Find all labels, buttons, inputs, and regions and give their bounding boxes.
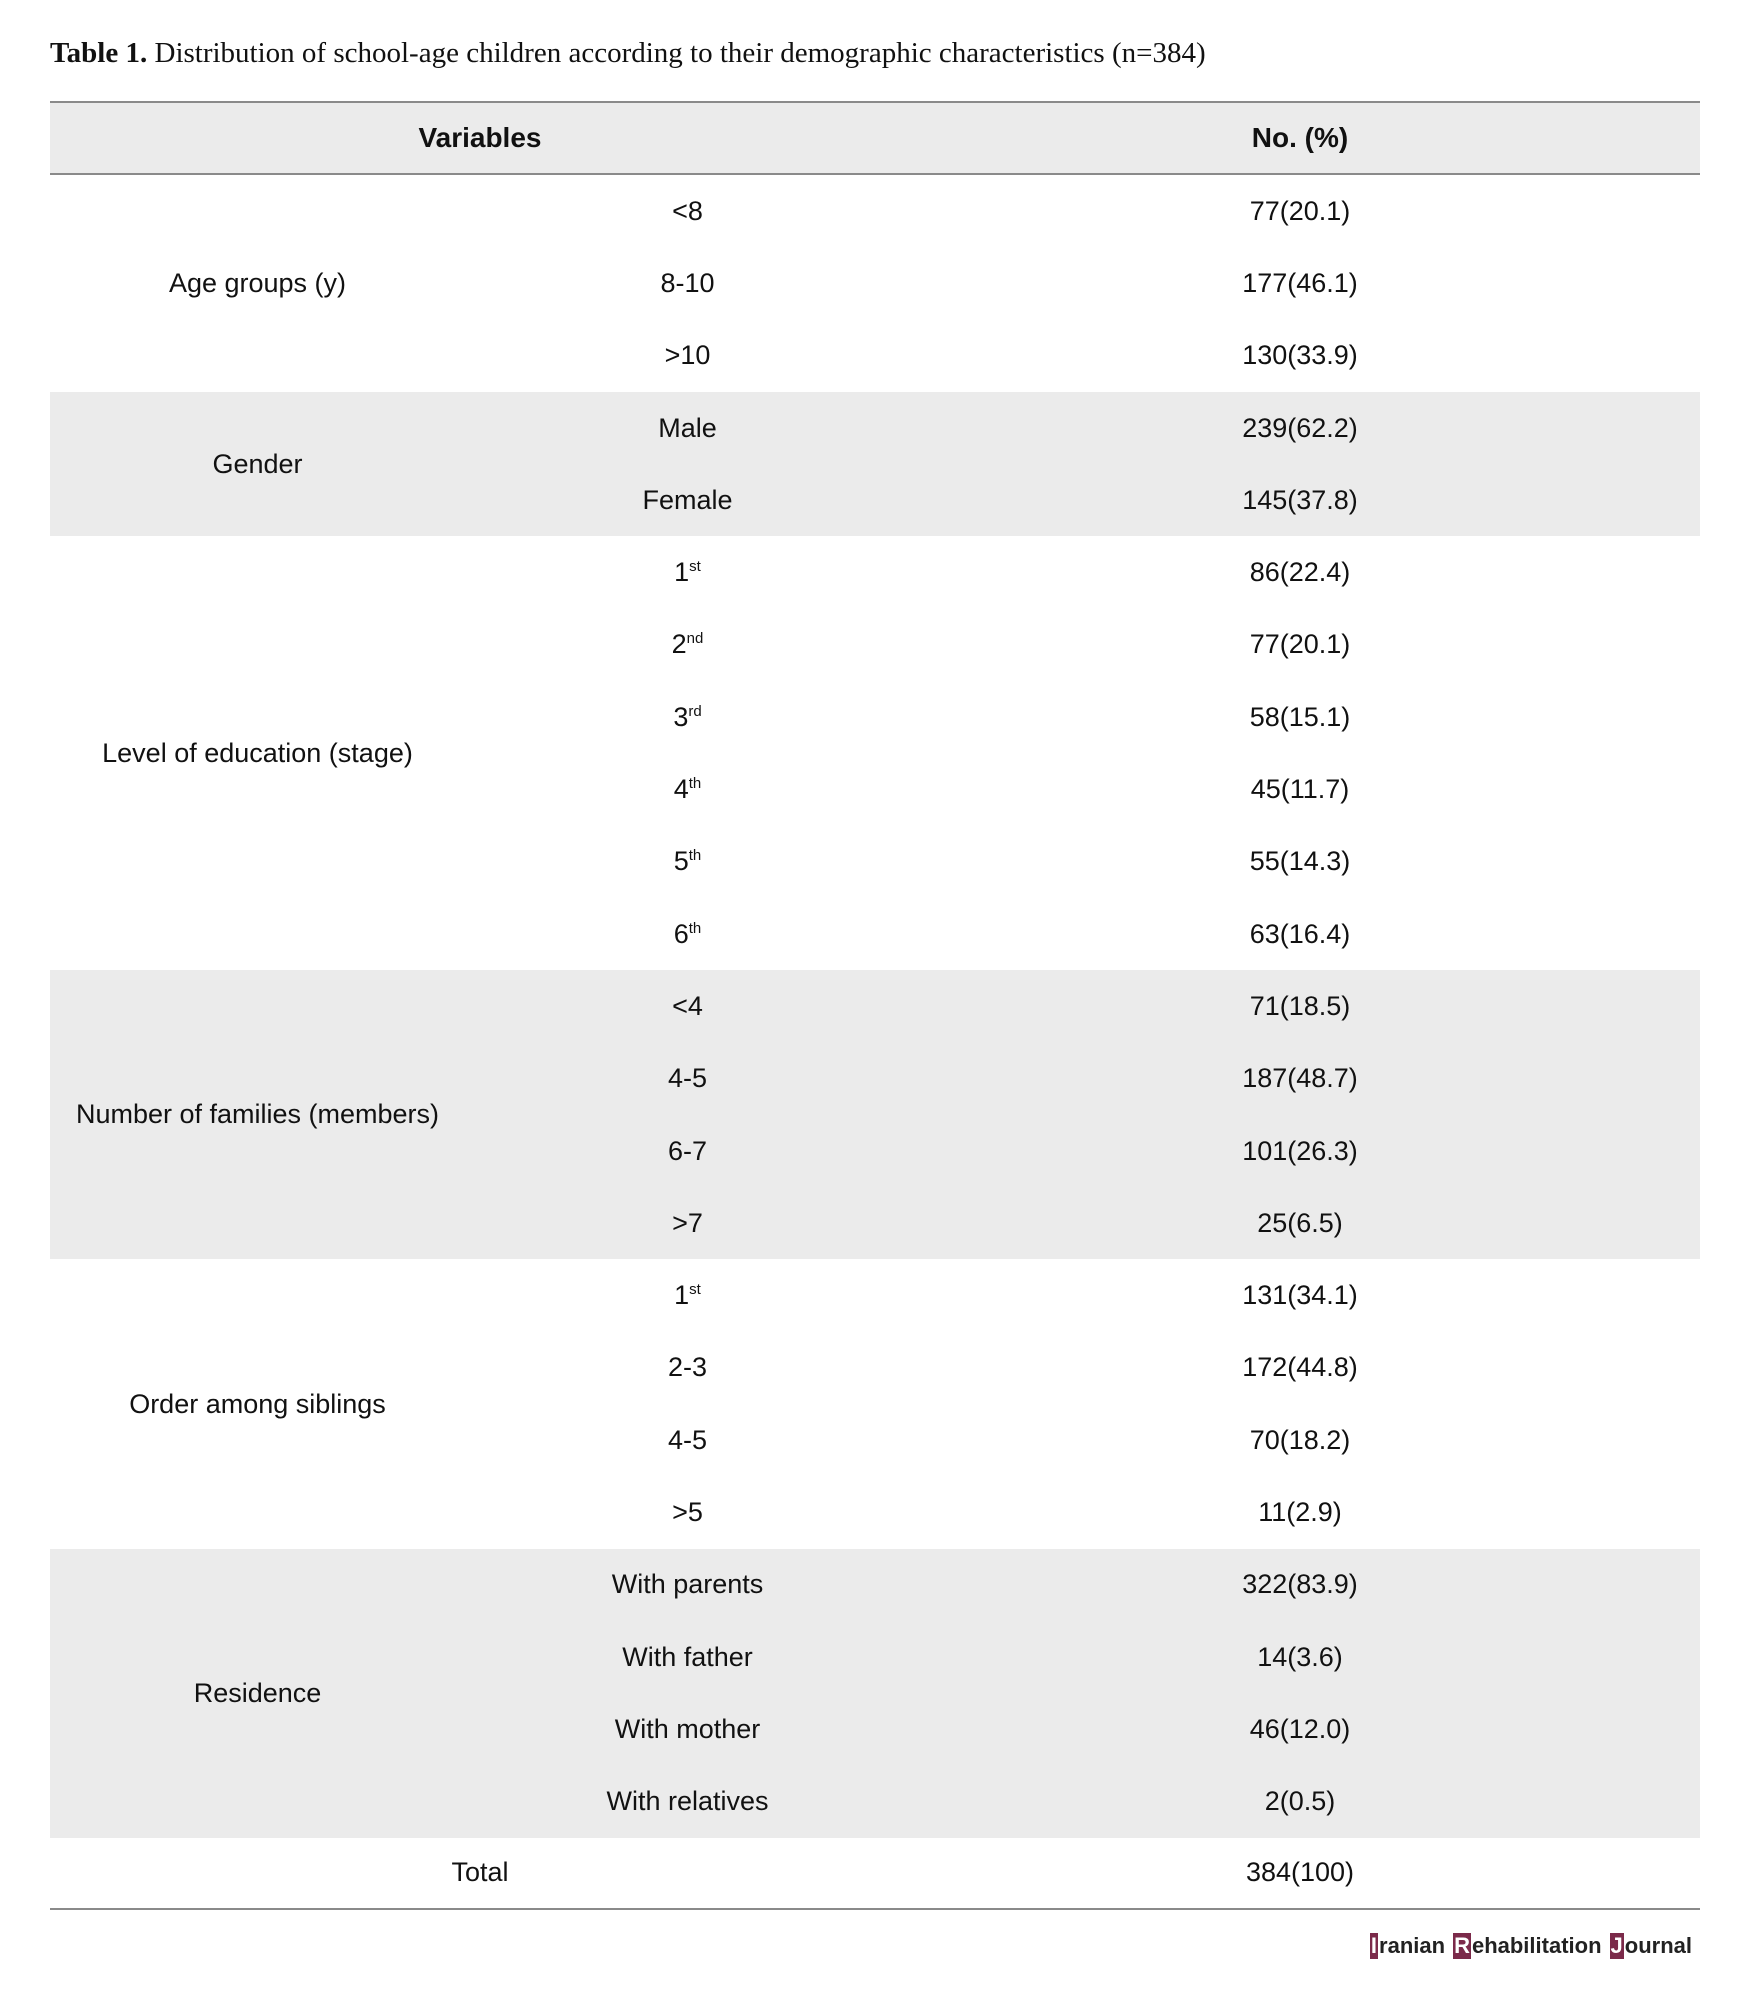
- group-label: Age groups (y): [168, 267, 347, 298]
- value-cell: 55(14.3): [1249, 846, 1351, 877]
- table-row: [465, 1549, 1700, 1621]
- subcategory-cell: [465, 485, 910, 516]
- table-row: [465, 1115, 1700, 1187]
- subcategory-cell: [465, 1352, 910, 1383]
- value-cell: 187(48.7): [1242, 1063, 1358, 1094]
- table-body: [50, 175, 1700, 1838]
- ordinal-suffix: th: [688, 847, 702, 865]
- table-row: [465, 1404, 1700, 1476]
- table-row: [465, 1187, 1700, 1259]
- subcategory-text: With relatives: [606, 1786, 769, 1817]
- value-cell: 14(3.6): [1257, 1641, 1343, 1672]
- value-cell: 63(16.4): [1249, 918, 1351, 949]
- subcategory-cell: [465, 1569, 910, 1600]
- table-row: [465, 1766, 1700, 1838]
- value-cell: 131(34.1): [1242, 1280, 1358, 1311]
- logo-word: [1370, 1933, 1445, 1958]
- group-label: Order among siblings: [129, 1388, 386, 1419]
- variable-group: [50, 536, 1700, 970]
- ordinal-suffix: th: [688, 775, 702, 793]
- value-cell: 25(6.5): [1257, 1207, 1343, 1238]
- total-label: Total: [451, 1857, 509, 1888]
- logo-word: [1610, 1933, 1692, 1958]
- value-cell: 239(62.2): [1242, 412, 1358, 443]
- table-row: [465, 536, 1700, 608]
- table-row: [465, 464, 1700, 536]
- subcategory-text: <8: [672, 195, 703, 226]
- ordinal-suffix: th: [688, 919, 702, 937]
- subcategory-text: Male: [658, 412, 717, 443]
- subcategory-cell: [465, 340, 910, 371]
- subcategory-text: With parents: [611, 1569, 764, 1600]
- subcategory-text: With father: [622, 1641, 753, 1672]
- table-row: [465, 320, 1700, 392]
- header-number: No. (%): [1251, 122, 1349, 153]
- group-label: Number of families (members): [75, 1099, 440, 1130]
- subcategory-text: With mother: [614, 1713, 761, 1744]
- subcategory-text: 8-10: [660, 267, 715, 298]
- subcategory-cell: [465, 991, 910, 1022]
- table-row: [465, 1621, 1700, 1693]
- caption-label: Table 1.: [50, 37, 148, 69]
- logo-initial: R: [1454, 1933, 1470, 1958]
- subcategory-text: >7: [672, 1207, 703, 1238]
- value-cell: 71(18.5): [1249, 990, 1351, 1021]
- value-cell: 86(22.4): [1249, 557, 1351, 588]
- ordinal-suffix: nd: [686, 630, 704, 648]
- subcategory-cell: [465, 196, 910, 227]
- logo-initial: J: [1610, 1933, 1623, 1958]
- table-caption: [50, 30, 1700, 76]
- demographics-table: [50, 101, 1700, 1910]
- logo-rest: ehabilitation: [1471, 1933, 1602, 1958]
- value-cell: 2(0.5): [1264, 1786, 1336, 1817]
- subcategory-text: 6: [673, 918, 689, 949]
- logo-rest: ournal: [1624, 1933, 1692, 1958]
- subcategory-text: 5: [673, 846, 689, 877]
- logo-rest: ranian: [1379, 1933, 1446, 1958]
- table-header: [50, 103, 1700, 173]
- group-rows: [465, 175, 1700, 392]
- subcategory-cell: [465, 846, 910, 877]
- subcategory-cell: [465, 1063, 910, 1094]
- group-label: Gender: [212, 448, 303, 479]
- subcategory-text: 6-7: [667, 1135, 708, 1166]
- ordinal-suffix: rd: [688, 702, 702, 720]
- journal-logo: [1370, 1933, 1700, 1959]
- table-row: [465, 970, 1700, 1042]
- subcategory-text: >10: [664, 340, 711, 371]
- table-row: [465, 1476, 1700, 1548]
- subcategory-text: 4-5: [667, 1063, 708, 1094]
- subcategory-text: 3: [673, 701, 689, 732]
- subcategory-text: Female: [642, 484, 733, 515]
- value-cell: 101(26.3): [1242, 1135, 1358, 1166]
- table-row: [465, 247, 1700, 319]
- variable-group: [50, 1259, 1700, 1548]
- table-row: [465, 609, 1700, 681]
- caption-text: Distribution of school-age children according to their demographic characteristics (n=384): [154, 37, 1206, 69]
- subcategory-cell: [465, 1786, 910, 1817]
- bottom-rule: [50, 1908, 1700, 1910]
- header-variables: Variables: [418, 122, 542, 153]
- variable-group: [50, 392, 1700, 537]
- subcategory-text: >5: [672, 1496, 703, 1527]
- subcategory-cell: [465, 1642, 910, 1673]
- subcategory-text: <4: [672, 990, 703, 1021]
- value-cell: 130(33.9): [1242, 340, 1358, 371]
- variable-group: [50, 970, 1700, 1259]
- subcategory-cell: [465, 268, 910, 299]
- variable-group: [50, 1549, 1700, 1838]
- subcategory-text: 1: [674, 557, 690, 588]
- table-row: [465, 826, 1700, 898]
- subcategory-text: 4-5: [667, 1424, 708, 1455]
- subcategory-text: 4: [673, 774, 689, 805]
- ordinal-suffix: st: [689, 1281, 701, 1299]
- total-row: [50, 1838, 1700, 1908]
- subcategory-cell: [465, 413, 910, 444]
- table-row: [465, 753, 1700, 825]
- group-rows: [465, 392, 1700, 537]
- value-cell: 45(11.7): [1250, 774, 1350, 805]
- value-cell: 70(18.2): [1249, 1424, 1351, 1455]
- subcategory-cell: [465, 1425, 910, 1456]
- value-cell: 77(20.1): [1249, 195, 1351, 226]
- subcategory-cell: [465, 557, 910, 588]
- subcategory-cell: [465, 1208, 910, 1239]
- subcategory-text: 2-3: [667, 1352, 708, 1383]
- variable-group: [50, 175, 1700, 392]
- value-cell: 322(83.9): [1242, 1569, 1358, 1600]
- ordinal-suffix: st: [689, 558, 701, 576]
- subcategory-cell: [465, 919, 910, 950]
- logo-initial: I: [1370, 1933, 1378, 1958]
- total-value: 384(100): [1245, 1857, 1355, 1888]
- subcategory-cell: [465, 1714, 910, 1745]
- table-row: [465, 898, 1700, 970]
- group-rows: [465, 970, 1700, 1259]
- subcategory-cell: [465, 629, 910, 660]
- subcategory-cell: [465, 774, 910, 805]
- subcategory-text: 1: [674, 1280, 690, 1311]
- value-cell: 46(12.0): [1249, 1713, 1351, 1744]
- table-row: [465, 1332, 1700, 1404]
- subcategory-cell: [465, 1136, 910, 1167]
- table-row: [465, 175, 1700, 247]
- group-rows: [465, 1549, 1700, 1838]
- value-cell: 172(44.8): [1242, 1352, 1358, 1383]
- subcategory-cell: [465, 1280, 910, 1311]
- logo-word: [1453, 1933, 1601, 1958]
- table-row: [465, 1259, 1700, 1331]
- subcategory-cell: [465, 702, 910, 733]
- value-cell: 77(20.1): [1249, 629, 1351, 660]
- subcategory-text: 2: [671, 629, 687, 660]
- value-cell: 177(46.1): [1242, 267, 1358, 298]
- group-label: Residence: [193, 1677, 322, 1708]
- subcategory-cell: [465, 1497, 910, 1528]
- group-rows: [465, 1259, 1700, 1548]
- group-label: Level of education (stage): [102, 737, 413, 768]
- table-row: [465, 681, 1700, 753]
- value-cell: 11(2.9): [1258, 1496, 1342, 1527]
- table-row: [465, 1043, 1700, 1115]
- table-row: [465, 1693, 1700, 1765]
- value-cell: 58(15.1): [1249, 701, 1351, 732]
- value-cell: 145(37.8): [1242, 484, 1358, 515]
- table-row: [465, 392, 1700, 464]
- group-rows: [465, 536, 1700, 970]
